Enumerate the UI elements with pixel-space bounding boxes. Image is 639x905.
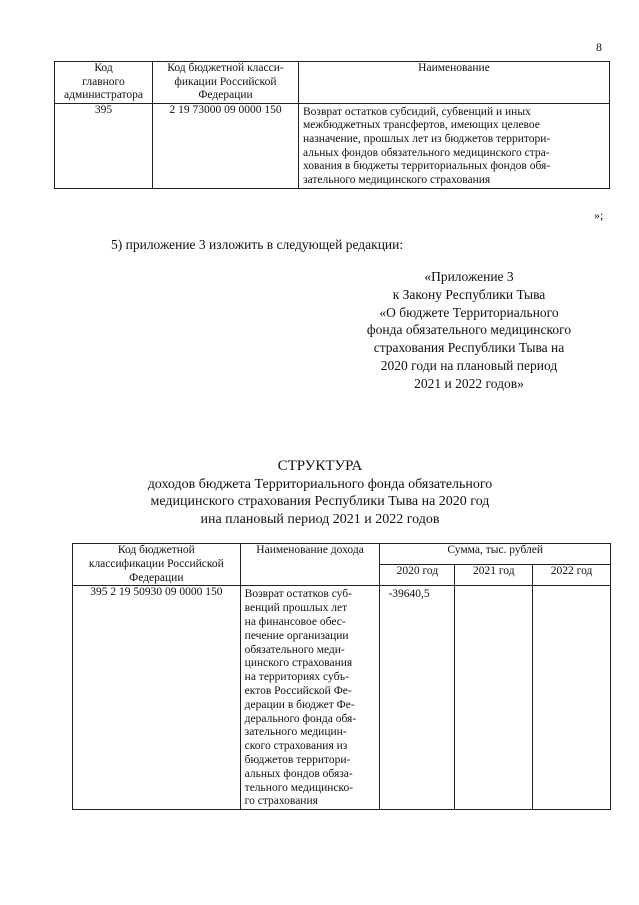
value-2022-cell <box>533 586 611 810</box>
header-year-2020: 2020 год <box>380 565 455 586</box>
name-cell: Возврат остатков субсидий, субвенций и иных межбюджетных трансфертов, имеющих целевое назначение, прошлых лет из бюджетов территори- альных фондов обязательного медицинского стра- хования в бюджеты территориальных фондов обя- зательного медицинского страхования <box>299 103 610 189</box>
value-2020-cell: -39640,5 <box>380 586 455 810</box>
appendix-reference: «Приложение 3 к Закону Республики Тыва «О бюджете Территориального фонда обязательного медицинского страхования Республики Тыва на 2020 годи на плановый период 2021 и 2022 годов» <box>366 269 572 391</box>
revenue-name-cell: Возврат остатков суб- венций прошлых лет на финансовое обес- печение организации обязательного меди- цинского страхования на территориях субъ- ектов Российской Фе- дерации в бюджет Фе- дерального фонда обя- зательного медицин- ского страхования из бюджетов территори- альных фондов обяза- тельного медицинско- го страхования <box>240 586 380 810</box>
header-code: Код бюджетной классификации Российской Федерации <box>73 544 241 586</box>
revenue-table <box>72 543 611 810</box>
table-header-row <box>55 62 610 104</box>
header-budget-code: Код бюджетной класси- фикации Российской Федерации <box>153 62 299 104</box>
revenue-code-cell: 395 2 19 50930 09 0000 150 <box>73 586 241 810</box>
admin-code-cell: 395 <box>55 103 153 189</box>
header-admin-code: Код главного администратора <box>55 62 153 104</box>
document-title: СТРУКТУРА доходов бюджета Территориального фонда обязательного медицинского страхования Республики Тыва на 2020 год ина плановый период 2021 и 2022 годов <box>90 458 550 528</box>
header-sum: Сумма, тыс. рублей <box>380 544 611 565</box>
header-year-2022: 2022 год <box>533 565 611 586</box>
budget-code-cell: 2 19 73000 09 0000 150 <box>153 103 299 189</box>
title-heading: СТРУКТУРА <box>277 458 363 474</box>
table-header-row <box>73 544 611 565</box>
header-name: Наименование <box>299 62 610 104</box>
table-row <box>55 103 610 189</box>
header-revenue-name: Наименование дохода <box>240 544 380 586</box>
table-row <box>73 586 611 810</box>
budget-code-table <box>54 61 610 189</box>
page-number: 8 <box>596 40 602 54</box>
header-year-2021: 2021 год <box>455 565 533 586</box>
amendment-paragraph: 5) приложение 3 изложить в следующей редакции: <box>111 237 404 252</box>
value-2021-cell <box>455 586 533 810</box>
closing-quote: »; <box>594 208 604 222</box>
